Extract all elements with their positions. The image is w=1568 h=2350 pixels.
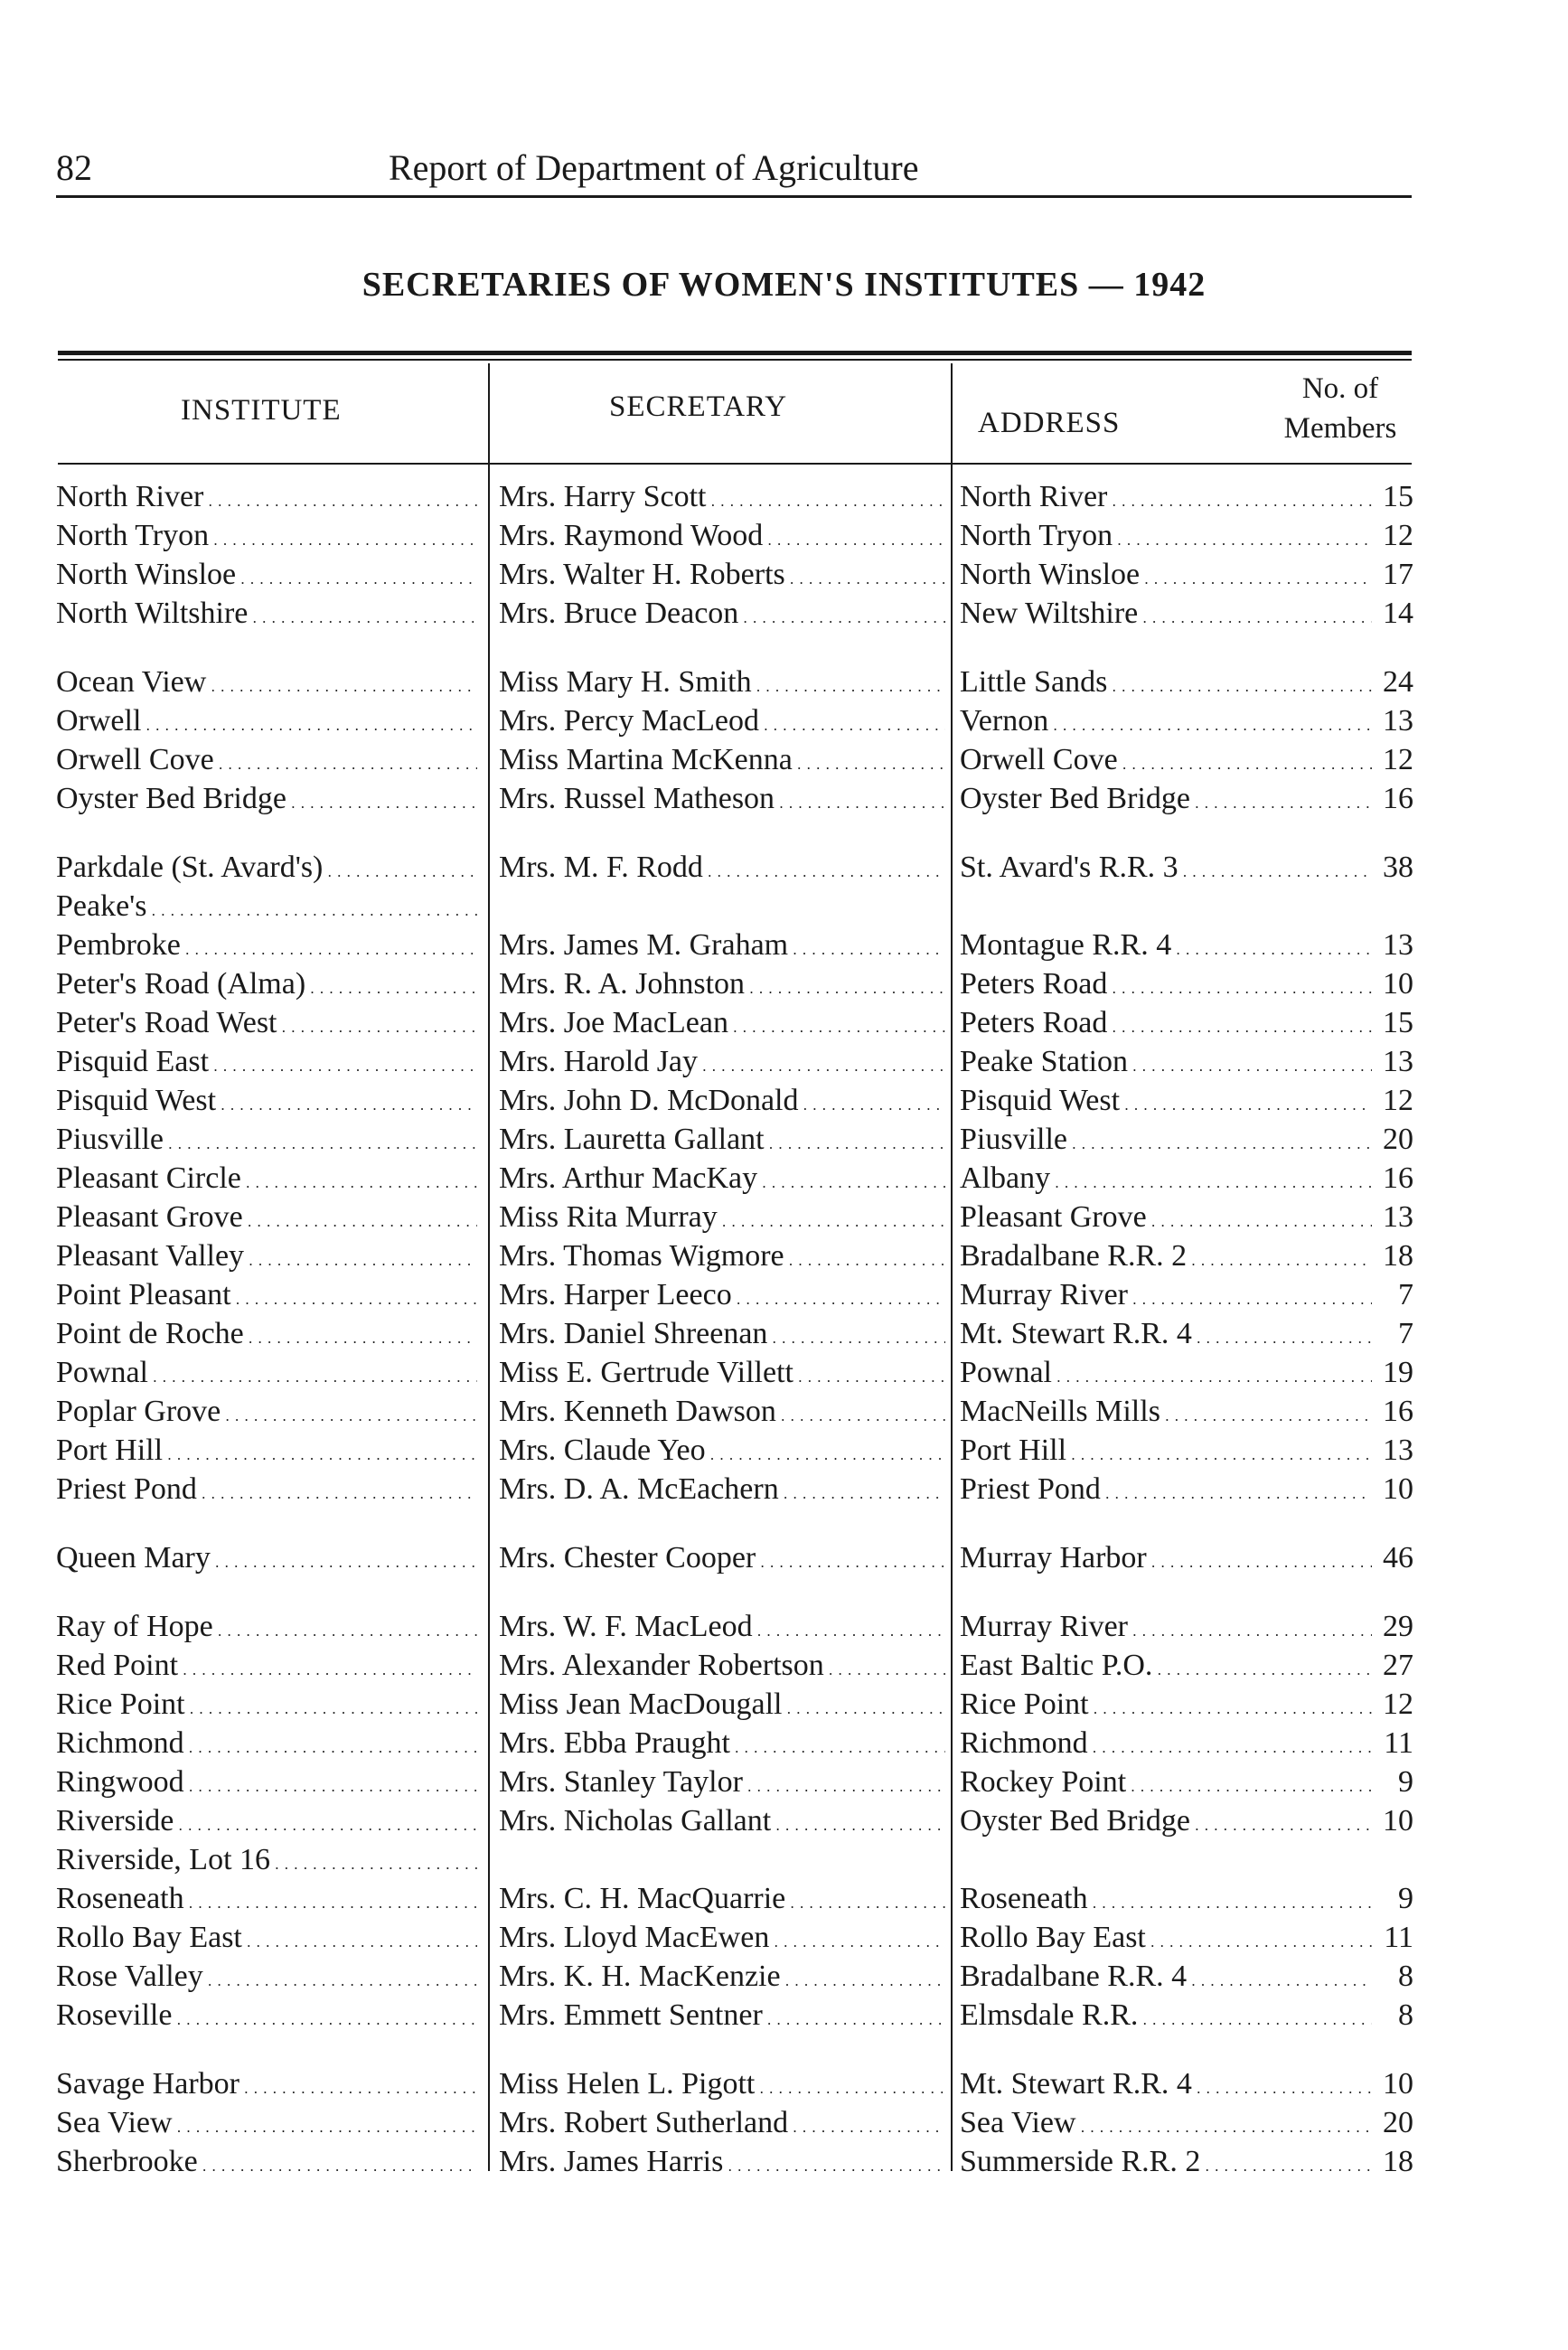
address-cell: Elmsdale R.R. . . . <box>960 1996 1372 2035</box>
secretary-cell: Miss Jean MacDougall . . . <box>499 1685 945 1724</box>
institute-cell: Orwell . . . <box>56 701 477 740</box>
secretary-cell: Mrs. Harold Jay . . . <box>499 1042 945 1081</box>
institute-cell: North Wiltshire . . . <box>56 594 477 633</box>
secretary-cell: Mrs. Claude Yeo . . . <box>499 1431 945 1470</box>
table-group <box>0 1607 1568 2035</box>
institute-cell: Pleasant Valley . . . <box>56 1236 477 1275</box>
secretary-cell: Mrs. Raymond Wood . . . <box>499 516 945 555</box>
secretary-cell: Mrs. Lloyd MacEwen . . . <box>499 1918 945 1957</box>
secretary-cell: Mrs. Arthur MacKay . . . <box>499 1159 945 1198</box>
table-row <box>0 1538 1568 1577</box>
running-head <box>56 145 1412 198</box>
members-cell: 13 <box>1383 1200 1413 1234</box>
institute-cell: Orwell Cove . . . <box>56 740 477 779</box>
institute-cell: Priest Pond . . . <box>56 1470 477 1509</box>
table-row <box>0 1353 1568 1392</box>
members-cell: 11 <box>1384 1726 1413 1760</box>
address-cell: Summerside R.R. 2 . . . <box>960 2142 1372 2181</box>
members-cell: 46 <box>1383 1541 1413 1574</box>
table-row <box>0 1607 1568 1646</box>
table-header-rule <box>58 463 1412 465</box>
secretary-cell: Miss Helen L. Pigott . . . <box>499 2064 945 2103</box>
institute-cell: Pownal . . . <box>56 1353 477 1392</box>
table-group <box>0 848 1568 1509</box>
secretary-cell: Miss Mary H. Smith . . . <box>499 663 945 701</box>
address-cell: Piusville . . . <box>960 1120 1372 1159</box>
institute-cell: Pleasant Grove . . . <box>56 1198 477 1236</box>
secretary-cell: Mrs. D. A. McEachern . . . <box>499 1470 945 1509</box>
institute-cell: Poplar Grove . . . <box>56 1392 477 1431</box>
address-cell: Montague R.R. 4 . . . <box>960 926 1372 964</box>
secretary-cell: Mrs. Walter H. Roberts . . . <box>499 555 945 594</box>
table-row <box>0 701 1568 740</box>
address-cell: Murray River . . . <box>960 1275 1372 1314</box>
address-cell: East Baltic P.O. . . . <box>960 1646 1372 1685</box>
address-cell: Pleasant Grove . . . <box>960 1198 1372 1236</box>
secretary-cell: Mrs. Percy MacLeod . . . <box>499 701 945 740</box>
secretary-cell: Mrs. Emmett Sentner . . . <box>499 1996 945 2035</box>
address-cell: Sea View . . . <box>960 2103 1372 2142</box>
institute-cell: Sherbrooke . . . <box>56 2142 477 2181</box>
institute-cell: Point de Roche . . . <box>56 1314 477 1353</box>
column-header-members <box>1265 369 1415 448</box>
secretary-cell: Mrs. Alexander Robertson . . . <box>499 1646 945 1685</box>
secretary-cell: Mrs. Ebba Praught . . . <box>499 1724 945 1762</box>
institute-cell: Point Pleasant . . . <box>56 1275 477 1314</box>
secretary-cell: Mrs. K. H. MacKenzie . . . <box>499 1957 945 1996</box>
column-header-members-line1: No. of <box>1301 372 1379 405</box>
address-cell: Roseneath . . . <box>960 1879 1372 1918</box>
secretary-cell: Mrs. Stanley Taylor . . . <box>499 1762 945 1801</box>
members-cell: 15 <box>1383 1006 1413 1039</box>
table-row <box>0 1198 1568 1236</box>
secretary-cell: Mrs. Harper Leeco . . . <box>499 1275 945 1314</box>
address-cell: Richmond . . . <box>960 1724 1372 1762</box>
address-cell: Peake Station . . . <box>960 1042 1372 1081</box>
column-header-institute: INSTITUTE <box>181 394 342 427</box>
members-cell: 17 <box>1383 558 1413 591</box>
address-cell: North Tryon . . . <box>960 516 1372 555</box>
table-row <box>0 1724 1568 1762</box>
address-cell: Murray River . . . <box>960 1607 1372 1646</box>
institute-cell: Richmond . . . <box>56 1724 477 1762</box>
members-cell: 24 <box>1383 665 1413 699</box>
members-cell: 13 <box>1383 1434 1413 1467</box>
table-row <box>0 1314 1568 1353</box>
institute-cell: Ocean View . . . <box>56 663 477 701</box>
members-cell: 10 <box>1383 1472 1413 1506</box>
table-group <box>0 663 1568 818</box>
secretary-cell: Mrs. Lauretta Gallant . . . <box>499 1120 945 1159</box>
secretary-cell: Mrs. C. H. MacQuarrie . . . <box>499 1879 945 1918</box>
table-row <box>0 1918 1568 1957</box>
address-cell: Rollo Bay East . . . <box>960 1918 1372 1957</box>
members-cell: 38 <box>1383 851 1413 884</box>
secretary-cell: Miss E. Gertrude Villett . . . <box>499 1353 945 1392</box>
table-row <box>0 555 1568 594</box>
secretary-cell: Mrs. Joe MacLean . . . <box>499 1003 945 1042</box>
members-cell: 8 <box>1398 1960 1413 1993</box>
column-header-members-line2: Members <box>1283 412 1397 445</box>
members-cell: 12 <box>1383 743 1413 776</box>
address-cell: Port Hill . . . <box>960 1431 1372 1470</box>
institute-cell: North Winsloe . . . <box>56 555 477 594</box>
address-cell: Peters Road . . . <box>960 964 1372 1003</box>
table-row <box>0 1275 1568 1314</box>
members-cell: 10 <box>1383 2067 1413 2101</box>
secretary-cell: Mrs. Kenneth Dawson . . . <box>499 1392 945 1431</box>
secretary-cell: Mrs. Daniel Shreenan . . . <box>499 1314 945 1353</box>
table-row <box>0 1159 1568 1198</box>
address-cell: Vernon . . . <box>960 701 1372 740</box>
table-row <box>0 1431 1568 1470</box>
secretary-cell: Mrs. James Harris . . . <box>499 2142 945 2181</box>
table-row <box>0 663 1568 701</box>
institute-cell: Sea View . . . <box>56 2103 477 2142</box>
institute-cell: Rollo Bay East . . . <box>56 1918 477 1957</box>
members-cell: 10 <box>1383 967 1413 1001</box>
table-row <box>0 1801 1568 1840</box>
address-cell: Little Sands . . . <box>960 663 1372 701</box>
institute-cell: Red Point . . . <box>56 1646 477 1685</box>
institute-cell: Oyster Bed Bridge . . . <box>56 779 477 818</box>
secretary-cell: Mrs. Harry Scott . . . <box>499 477 945 516</box>
column-header-address: ADDRESS <box>978 407 1121 439</box>
institute-cell: North Tryon . . . <box>56 516 477 555</box>
address-cell: Orwell Cove . . . <box>960 740 1372 779</box>
members-cell: 19 <box>1383 1356 1413 1389</box>
address-cell: Murray Harbor . . . <box>960 1538 1372 1577</box>
table-row <box>0 887 1568 926</box>
table-row <box>0 1996 1568 2035</box>
institute-cell: Parkdale (St. Avard's) . . . <box>56 848 477 887</box>
secretary-cell <box>499 1840 945 1879</box>
page-title: SECRETARIES OF WOMEN'S INSTITUTES — 1942 <box>361 266 1207 304</box>
table-row <box>0 1646 1568 1685</box>
institute-cell: Peter's Road (Alma) . . . <box>56 964 477 1003</box>
table-row <box>0 740 1568 779</box>
members-cell: 13 <box>1383 1045 1413 1078</box>
table-row <box>0 1685 1568 1724</box>
members-cell: 27 <box>1383 1649 1413 1682</box>
page-number: 82 <box>56 147 92 188</box>
institute-cell: Savage Harbor . . . <box>56 2064 477 2103</box>
table-row <box>0 1392 1568 1431</box>
institute-cell: Rice Point . . . <box>56 1685 477 1724</box>
address-cell <box>960 887 1372 926</box>
institute-cell: Pembroke . . . <box>56 926 477 964</box>
address-cell: Bradalbane R.R. 4 . . . <box>960 1957 1372 1996</box>
institute-cell: Pisquid West . . . <box>56 1081 477 1120</box>
secretary-cell: Mrs. James M. Graham . . . <box>499 926 945 964</box>
address-cell: St. Avard's R.R. 3 . . . <box>960 848 1372 887</box>
institute-cell: Peake's . . . <box>56 887 477 926</box>
secretary-cell: Mrs. Robert Sutherland . . . <box>499 2103 945 2142</box>
institute-cell: Pleasant Circle . . . <box>56 1159 477 1198</box>
address-cell <box>960 1840 1372 1879</box>
members-cell: 11 <box>1384 1921 1413 1954</box>
members-cell: 14 <box>1383 597 1413 630</box>
institute-cell: Peter's Road West . . . <box>56 1003 477 1042</box>
table-row <box>0 848 1568 887</box>
table-group <box>0 477 1568 633</box>
address-cell: Rice Point . . . <box>960 1685 1372 1724</box>
members-cell: 13 <box>1383 928 1413 962</box>
secretary-cell: Mrs. Nicholas Gallant . . . <box>499 1801 945 1840</box>
institute-cell: Ray of Hope . . . <box>56 1607 477 1646</box>
table-row <box>0 2064 1568 2103</box>
members-cell: 7 <box>1398 1317 1413 1350</box>
secretary-cell: Miss Rita Murray . . . <box>499 1198 945 1236</box>
table-row <box>0 516 1568 555</box>
institute-cell: Ringwood . . . <box>56 1762 477 1801</box>
institute-cell: Riverside, Lot 16 . . . <box>56 1840 477 1879</box>
table-row <box>0 1762 1568 1801</box>
address-cell: Mt. Stewart R.R. 4 . . . <box>960 1314 1372 1353</box>
table-row <box>0 964 1568 1003</box>
members-cell: 16 <box>1383 1161 1413 1195</box>
table-row <box>0 1879 1568 1918</box>
institute-cell: Roseneath . . . <box>56 1879 477 1918</box>
address-cell: Rockey Point . . . <box>960 1762 1372 1801</box>
institute-cell: Riverside . . . <box>56 1801 477 1840</box>
members-cell: 16 <box>1383 782 1413 815</box>
institute-cell: Roseville . . . <box>56 1996 477 2035</box>
secretary-cell: Mrs. John D. McDonald . . . <box>499 1081 945 1120</box>
table-top-thin-rule <box>58 359 1412 361</box>
secretary-cell: Mrs. R. A. Johnston . . . <box>499 964 945 1003</box>
secretary-cell: Mrs. Chester Cooper . . . <box>499 1538 945 1577</box>
address-cell: Oyster Bed Bridge . . . <box>960 1801 1372 1840</box>
members-cell: 9 <box>1398 1765 1413 1799</box>
address-cell: Peters Road . . . <box>960 1003 1372 1042</box>
secretary-cell <box>499 887 945 926</box>
table-row <box>0 926 1568 964</box>
secretary-cell: Mrs. W. F. MacLeod . . . <box>499 1607 945 1646</box>
address-cell: Pownal . . . <box>960 1353 1372 1392</box>
secretary-cell: Miss Martina McKenna . . . <box>499 740 945 779</box>
institute-cell: Pisquid East . . . <box>56 1042 477 1081</box>
secretary-cell: Mrs. Thomas Wigmore . . . <box>499 1236 945 1275</box>
table-row <box>0 1957 1568 1996</box>
institute-cell: Piusville . . . <box>56 1120 477 1159</box>
table-row <box>0 2142 1568 2181</box>
address-cell: Bradalbane R.R. 2 . . . <box>960 1236 1372 1275</box>
secretary-cell: Mrs. M. F. Rodd . . . <box>499 848 945 887</box>
table-row <box>0 1120 1568 1159</box>
table-group <box>0 1538 1568 1577</box>
institute-cell: Queen Mary . . . <box>56 1538 477 1577</box>
table-row <box>0 1081 1568 1120</box>
address-cell: Priest Pond . . . <box>960 1470 1372 1509</box>
members-cell: 16 <box>1383 1395 1413 1428</box>
table-row <box>0 1236 1568 1275</box>
secretary-cell: Mrs. Russel Matheson . . . <box>499 779 945 818</box>
members-cell: 20 <box>1383 1123 1413 1156</box>
address-cell: Pisquid West . . . <box>960 1081 1372 1120</box>
column-header-secretary: SECRETARY <box>609 390 788 423</box>
members-cell: 20 <box>1383 2106 1413 2139</box>
table-row <box>0 1042 1568 1081</box>
members-cell: 7 <box>1398 1278 1413 1311</box>
members-cell: 8 <box>1398 1998 1413 2032</box>
address-cell: New Wiltshire . . . <box>960 594 1372 633</box>
running-title: Report of Department of Agriculture <box>389 147 919 188</box>
members-cell: 18 <box>1383 2145 1413 2178</box>
members-cell: 15 <box>1383 480 1413 513</box>
members-cell: 9 <box>1398 1882 1413 1915</box>
table-row <box>0 477 1568 516</box>
members-cell: 10 <box>1383 1804 1413 1838</box>
members-cell: 13 <box>1383 704 1413 738</box>
table-row <box>0 1003 1568 1042</box>
institute-cell: Port Hill . . . <box>56 1431 477 1470</box>
address-cell: North River . . . <box>960 477 1372 516</box>
table-row <box>0 779 1568 818</box>
table-row <box>0 1470 1568 1509</box>
members-cell: 18 <box>1383 1239 1413 1273</box>
address-cell: Mt. Stewart R.R. 4 . . . <box>960 2064 1372 2103</box>
table-row <box>0 1840 1568 1879</box>
members-cell: 29 <box>1383 1610 1413 1643</box>
address-cell: Oyster Bed Bridge . . . <box>960 779 1372 818</box>
table-row <box>0 2103 1568 2142</box>
members-cell: 12 <box>1383 1687 1413 1721</box>
members-cell: 12 <box>1383 1084 1413 1117</box>
institute-cell: North River . . . <box>56 477 477 516</box>
members-cell: 12 <box>1383 519 1413 552</box>
table-row <box>0 594 1568 633</box>
table-top-rule <box>58 351 1412 355</box>
address-cell: Albany . . . <box>960 1159 1372 1198</box>
institute-cell: Rose Valley . . . <box>56 1957 477 1996</box>
table-body <box>0 477 1568 2211</box>
address-cell: MacNeills Mills . . . <box>960 1392 1372 1431</box>
secretary-cell: Mrs. Bruce Deacon . . . <box>499 594 945 633</box>
table-group <box>0 2064 1568 2181</box>
address-cell: North Winsloe . . . <box>960 555 1372 594</box>
